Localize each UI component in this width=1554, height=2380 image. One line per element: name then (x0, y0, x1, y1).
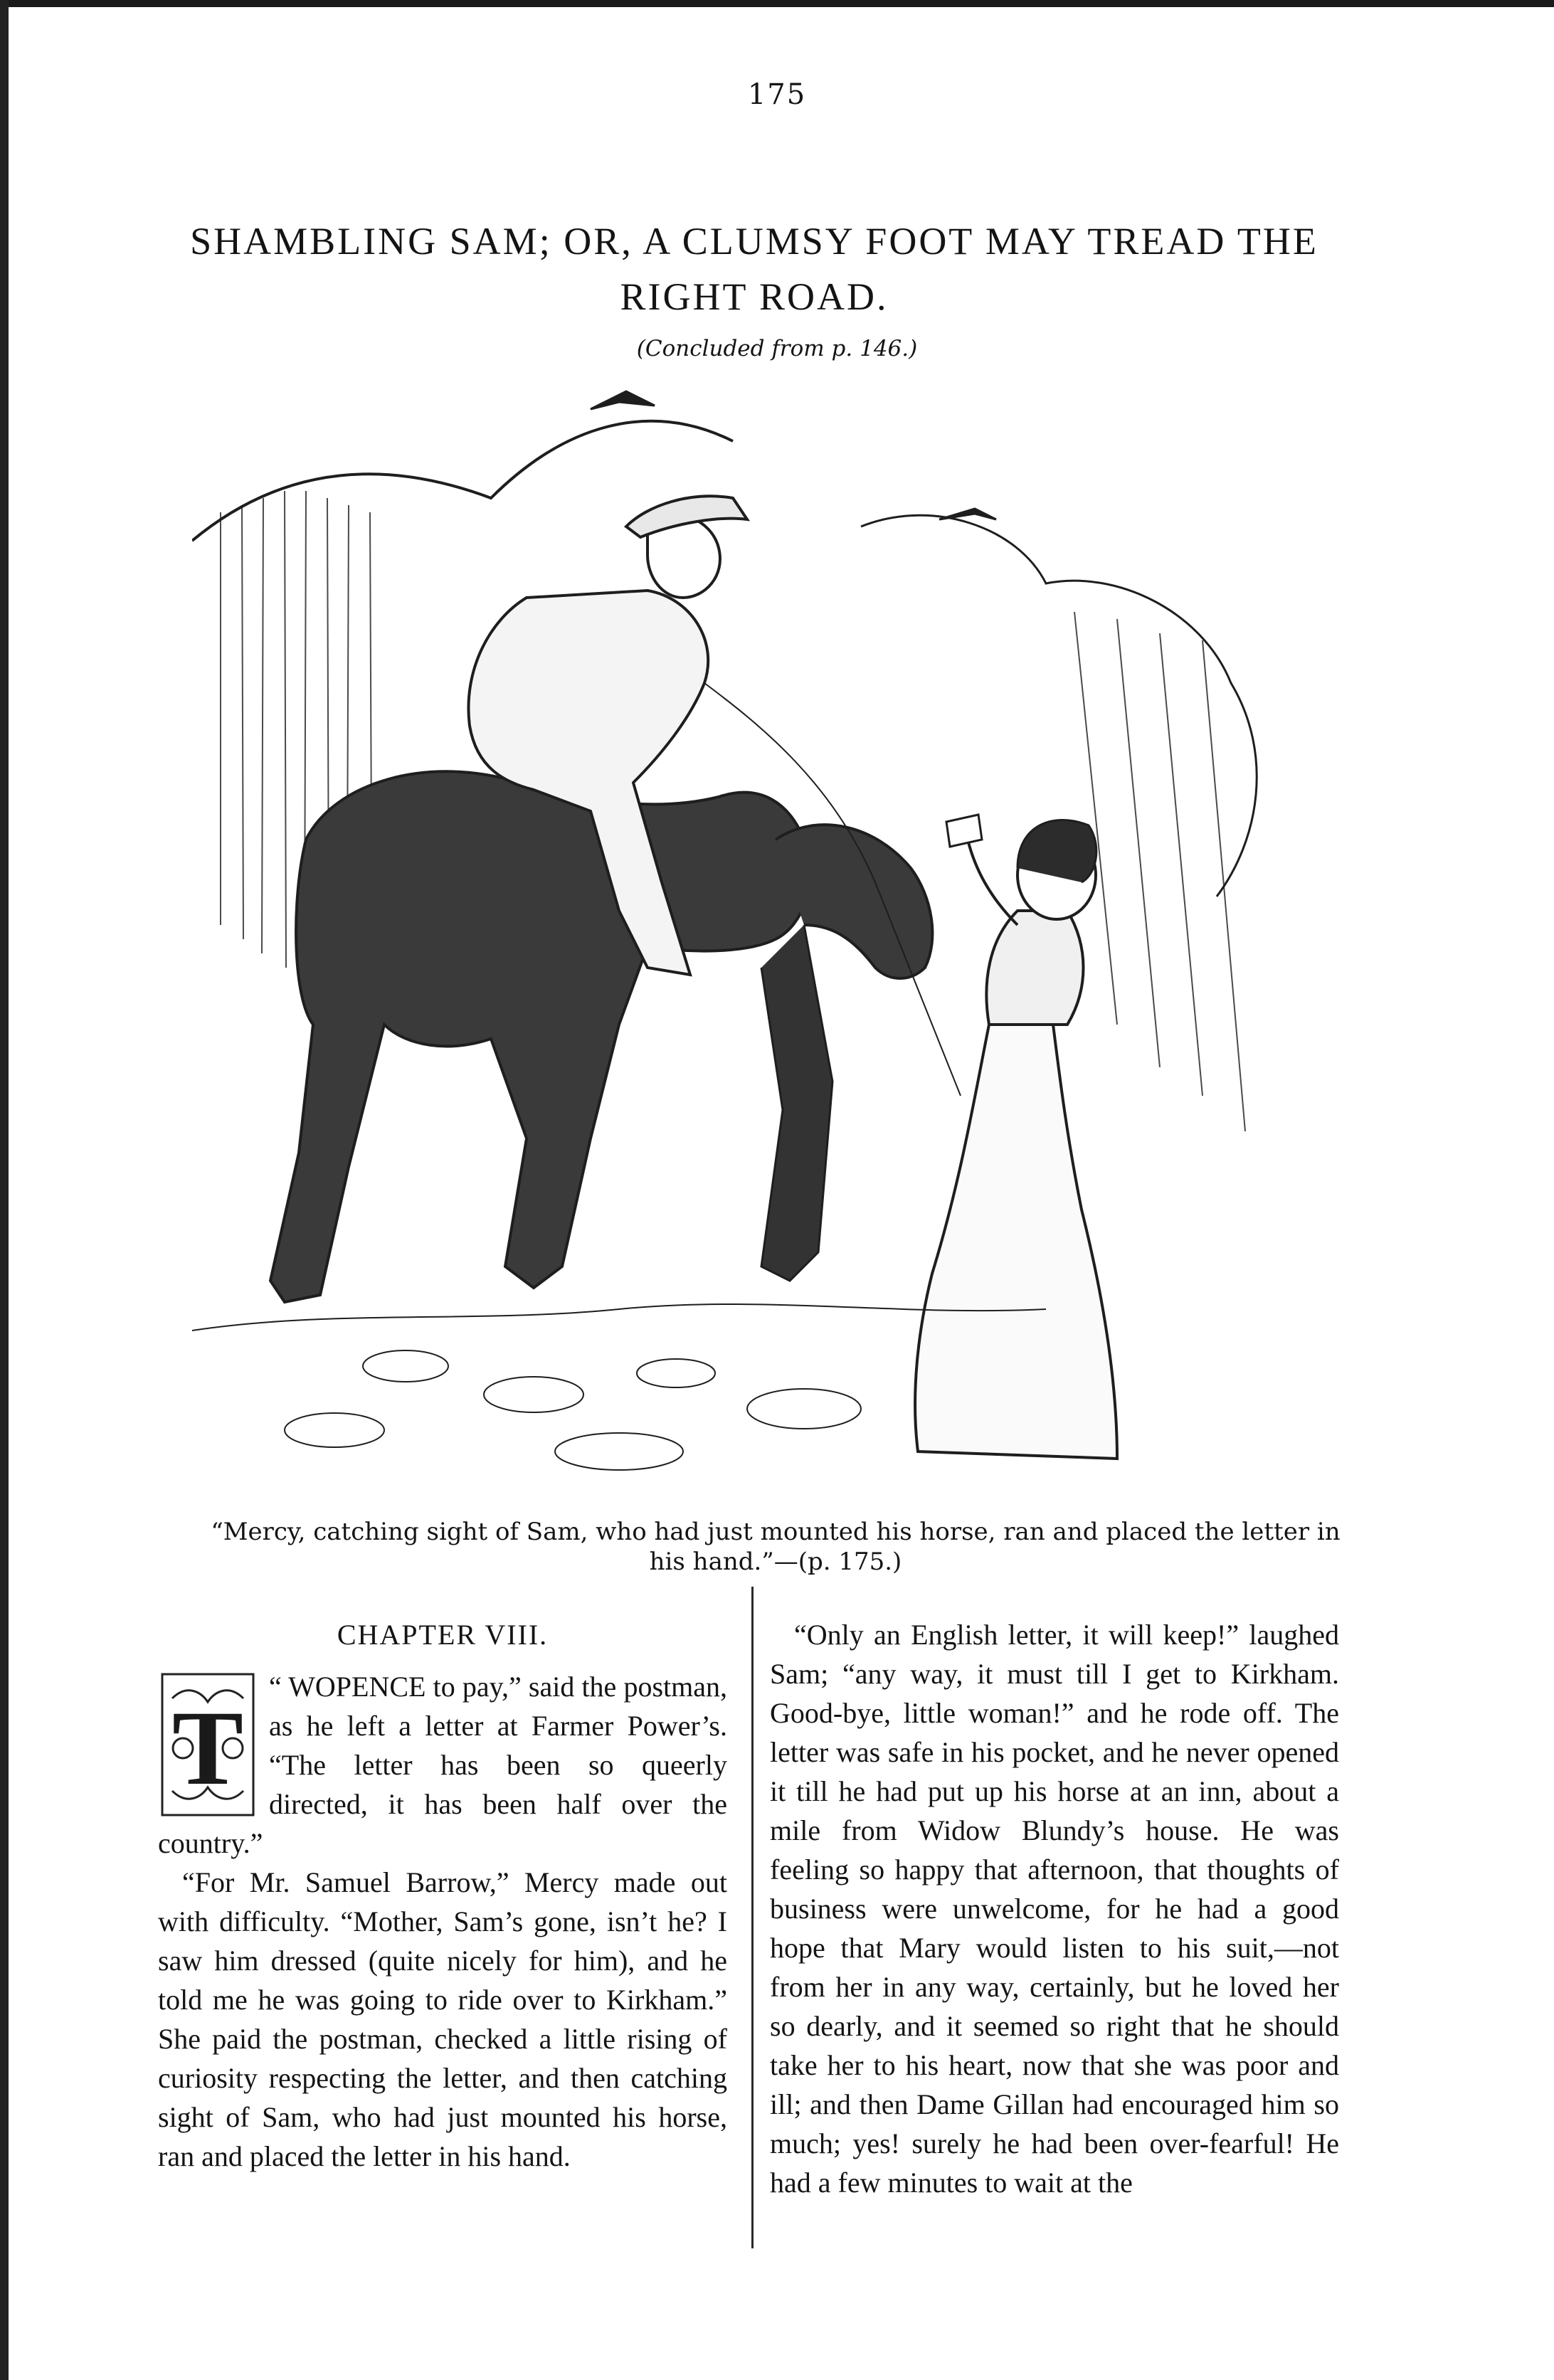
woman-arm (968, 840, 1018, 925)
paragraph: “For Mr. Samuel Barrow,” Mercy made out with difficulty. “Mother, Sam’s gone, isn’t he? I saw him dressed (quite nicely for him), and he told me he was going to ride over to Kirkham.” She paid the postman, checked a little rising of curiosity respecting the letter, and then catching sight of Sam, who had just mounted his horse, ran and placed the letter in his hand. (158, 1866, 727, 2172)
right-column (770, 1615, 1339, 2202)
horse-leg-front (761, 925, 832, 1281)
ornamental-drop-cap (158, 1670, 258, 1819)
letter-in-hand (946, 815, 982, 847)
drop-cap-letter: T (171, 1689, 244, 1807)
bird-left (591, 391, 655, 409)
top-border-rule (0, 0, 1554, 7)
engraving-illustration (192, 384, 1302, 1501)
woman-torso (986, 911, 1083, 1025)
left-column (158, 1615, 727, 2176)
paragraph: “ WOPENCE to pay,” said the postman, as he left a letter at Farmer Power’s. “The letter has been so queerly directed, it has been half over the country.” (158, 1671, 727, 1859)
paragraph: “Only an English letter, it will keep!” laughed Sam; “any way, it must till I get to Kirkham. Good-bye, little woman!” and he rode off. The letter was safe in his pocket, and he never opened it till he had put up his horse at an inn, about a mile from Widow Blundy’s house. He was feeling so happy that afternoon, that thoughts of business were unwelcome, for he had a good hope that Mary would listen to his suit,—not from her in any way, certainly, but he loved her so dearly, and it seemed so right that he should take her to his heart, now that she was poor and ill; and then Dame Gillan had encouraged him so much; yes! surely he had been over-fearful! He had a few minutes to wait at the (770, 1619, 1339, 2199)
page-number: 175 (747, 78, 807, 111)
bird-right (939, 509, 996, 519)
story-title: SHAMBLING SAM; OR, A CLUMSY FOOT MAY TREAD THE RIGHT ROAD. (190, 220, 1318, 318)
illustration-caption: “Mercy, catching sight of Sam, who had just mounted his horse, ran and placed the letter in his hand.”—(p. 175.) (211, 1518, 1341, 1576)
continuation-note: (Concluded from p. 146.) (636, 336, 918, 361)
woman-dress (915, 1025, 1117, 1459)
horse-body (270, 771, 810, 1302)
column-divider (751, 1587, 754, 2248)
first-paragraph-block (158, 1667, 727, 1863)
chapter-heading: CHAPTER VIII. (337, 1619, 549, 1651)
